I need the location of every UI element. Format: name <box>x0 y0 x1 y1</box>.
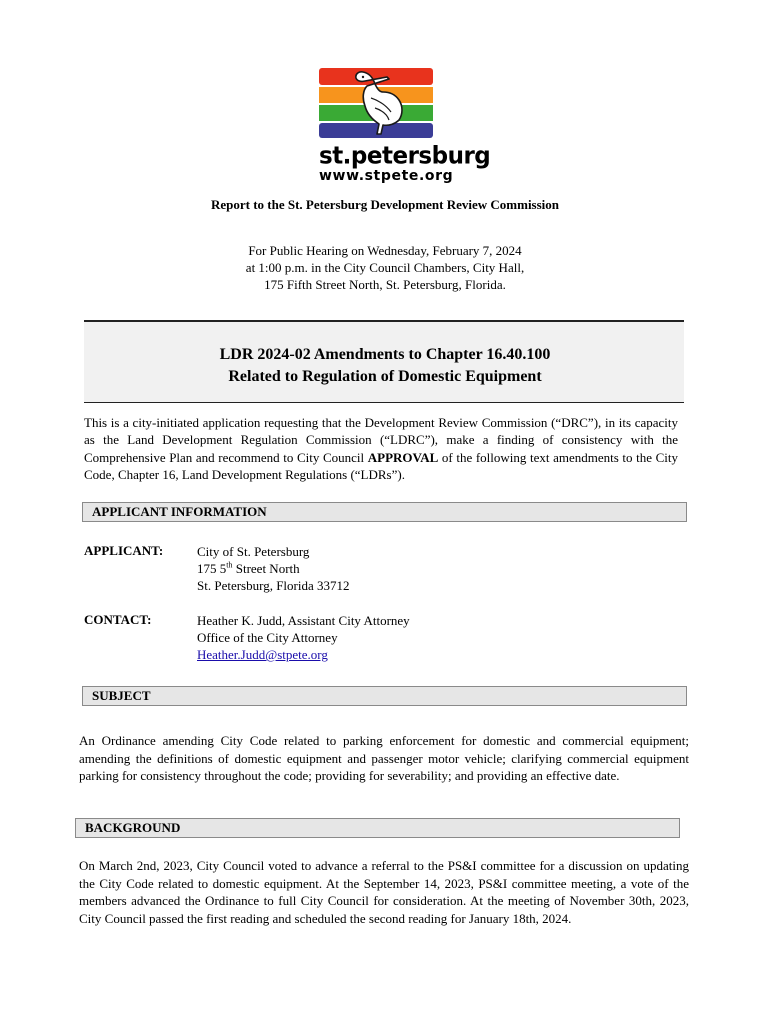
applicant-name: City of St. Petersburg <box>197 544 310 559</box>
hearing-line-3: 175 Fifth Street North, St. Petersburg, Florida. <box>264 277 506 292</box>
application-title <box>0 344 770 388</box>
contact-email-link[interactable]: Heather.Judd@stpete.org <box>197 647 328 662</box>
applicant-city: St. Petersburg, Florida 33712 <box>197 578 350 593</box>
applicant-value <box>197 543 350 594</box>
intro-text-end: of the following text amendments to the City Code, Chapter 16, Land Development Regulations (“LDRs”). <box>84 449 678 483</box>
logo-website: www.stpete.org <box>319 168 454 184</box>
applicant-label: APPLICANT: <box>84 543 164 558</box>
city-logo <box>319 68 491 184</box>
intro-text: This is a city-initiated application requesting that the Development Review Commission (“DRC”), in its capacity as the Land Development Regulation Commission (“LDRC”), make a finding of consistency with the Comprehensive Plan and recommend to City Council <box>84 415 678 465</box>
applicant-street <box>197 560 350 577</box>
street-name: Street North <box>232 561 300 576</box>
report-title: Report to the St. Petersburg Development Review Commission <box>210 197 560 212</box>
application-title-line-2: Related to Regulation of Domestic Equipment <box>228 368 542 385</box>
background-heading: BACKGROUND <box>75 818 680 838</box>
hearing-line-2: at 1:00 p.m. in the City Council Chambers, City Hall, <box>245 260 525 275</box>
application-title-line-1: LDR 2024-02 Amendments to Chapter 16.40.100 <box>219 346 551 363</box>
intro-paragraph <box>84 414 678 484</box>
contact-office: Office of the City Attorney <box>197 630 338 645</box>
street-suffix: th <box>226 560 233 570</box>
intro-approval: APPROVAL <box>367 449 439 465</box>
applicant-information-heading: APPLICANT INFORMATION <box>82 502 687 522</box>
background-paragraph: On March 2nd, 2023, City Council voted to advance a referral to the PS&I committee for a discussion on updating the City Code related to domestic equipment. At the September 14, 2023, PS&I committee meeting, a vote of the members advanced the Ordinance to full City Council for consideration. At the meeting of November 30th, 2023, City Council passed the first reading and scheduled the second reading for January 18th, 2024. <box>79 858 689 926</box>
logo-city-name: st.petersburg <box>319 142 491 170</box>
street-number: 175 5 <box>197 561 227 576</box>
subject-paragraph: An Ordinance amending City Code related to parking enforcement for domestic and commercial equipment; amending the definitions of domestic equipment and passenger motor vehicle; clarifying commercial equipment parking for consistency throughout the code; providing for severability; and providing an effective date. <box>79 733 689 783</box>
pelican-stripes-logo-icon <box>319 68 447 138</box>
contact-name: Heather K. Judd, Assistant City Attorney <box>197 613 410 628</box>
hearing-line-1: For Public Hearing on Wednesday, February 7, 2024 <box>248 243 522 258</box>
hearing-info <box>0 242 770 293</box>
contact-value <box>197 612 410 663</box>
subject-heading: SUBJECT <box>82 686 687 706</box>
contact-label: CONTACT: <box>84 612 152 627</box>
